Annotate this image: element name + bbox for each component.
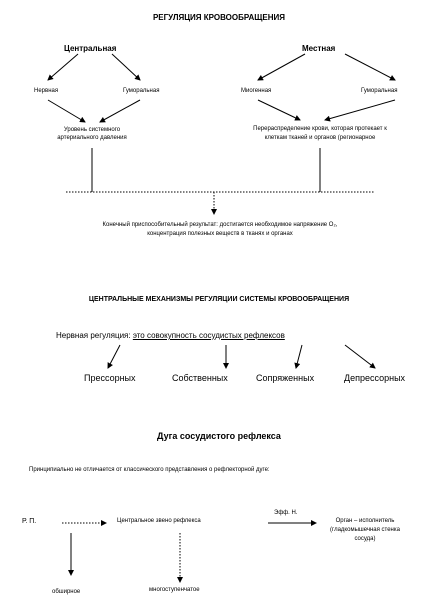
local-result-line1: Перераспределение крови, которая протекает к	[253, 126, 387, 132]
arrow-depressor	[345, 345, 375, 368]
label-local: Местная	[302, 44, 336, 53]
arrow-humoral-to-result	[100, 100, 140, 122]
arrow-local-to-myogenic	[258, 54, 305, 80]
label-eff: Эфф. Н.	[274, 510, 298, 516]
nervous-regulation-line	[56, 331, 285, 340]
final-result-line2: концентрация полезных веществ в тканях и органах	[147, 231, 293, 237]
arrow-nervous-to-result	[48, 100, 85, 122]
nervous-regulation-definition: это совокупность сосудистых рефлексов	[132, 331, 285, 340]
label-central-link: Центральное звено рефлекса	[117, 518, 201, 524]
label-humoral-right: Гуморальная	[361, 88, 398, 94]
arrow-conjugate	[296, 345, 302, 368]
final-result-line1: Конечный приспособительный результат: достигается необходимое напряжение O₂,	[102, 222, 338, 228]
section3-title: Дуга сосудистого рефлекса	[157, 431, 281, 441]
label-humoral-left: Гуморальная	[123, 88, 160, 94]
organ-line2: (гладкомышечная стенка	[330, 527, 400, 533]
reflex-pressor: Прессорных	[84, 373, 136, 383]
arrow-central-to-humoral	[112, 54, 140, 80]
label-central: Центральная	[64, 44, 117, 53]
organ-line3: сосуда)	[354, 536, 376, 542]
arrow-myogenic-to-result	[258, 100, 300, 120]
reflex-depressor: Депрессорных	[344, 373, 406, 383]
label-multistage: многоступенчатое	[149, 587, 200, 593]
label-rp: Р. П.	[22, 518, 37, 525]
organ-line1: Орган – исполнитель	[335, 518, 395, 524]
section2-title: ЦЕНТРАЛЬНЫЕ МЕХАНИЗМЫ РЕГУЛЯЦИИ СИСТЕМЫ КРОВООБРАЩЕНИЯ	[88, 296, 350, 303]
reflex-own: Собственных	[172, 373, 228, 383]
nervous-regulation-prefix: Нервная регуляция:	[56, 331, 131, 340]
label-extensive: обширное	[52, 589, 81, 595]
arrow-humoralR-to-result	[325, 100, 395, 120]
arrow-local-to-humoral	[345, 54, 395, 80]
arc-description: Принципиально не отличается от классического представления о рефлекторной дуге:	[29, 467, 270, 473]
label-nervous: Нервная	[34, 88, 59, 94]
local-result-line2: клеткам тканей и органов (регионарное	[264, 135, 376, 141]
arrow-pressor	[108, 345, 120, 368]
arrow-central-to-nervous	[48, 54, 78, 80]
label-myogenic: Миогенная	[241, 88, 272, 94]
central-result-line1: Уровень системного	[63, 127, 121, 133]
central-result-line2: артериального давления	[57, 135, 127, 141]
reflex-conjugate: Сопряженных	[256, 373, 315, 383]
page-title: РЕГУЛЯЦИЯ КРОВООБРАЩЕНИЯ	[152, 13, 286, 22]
